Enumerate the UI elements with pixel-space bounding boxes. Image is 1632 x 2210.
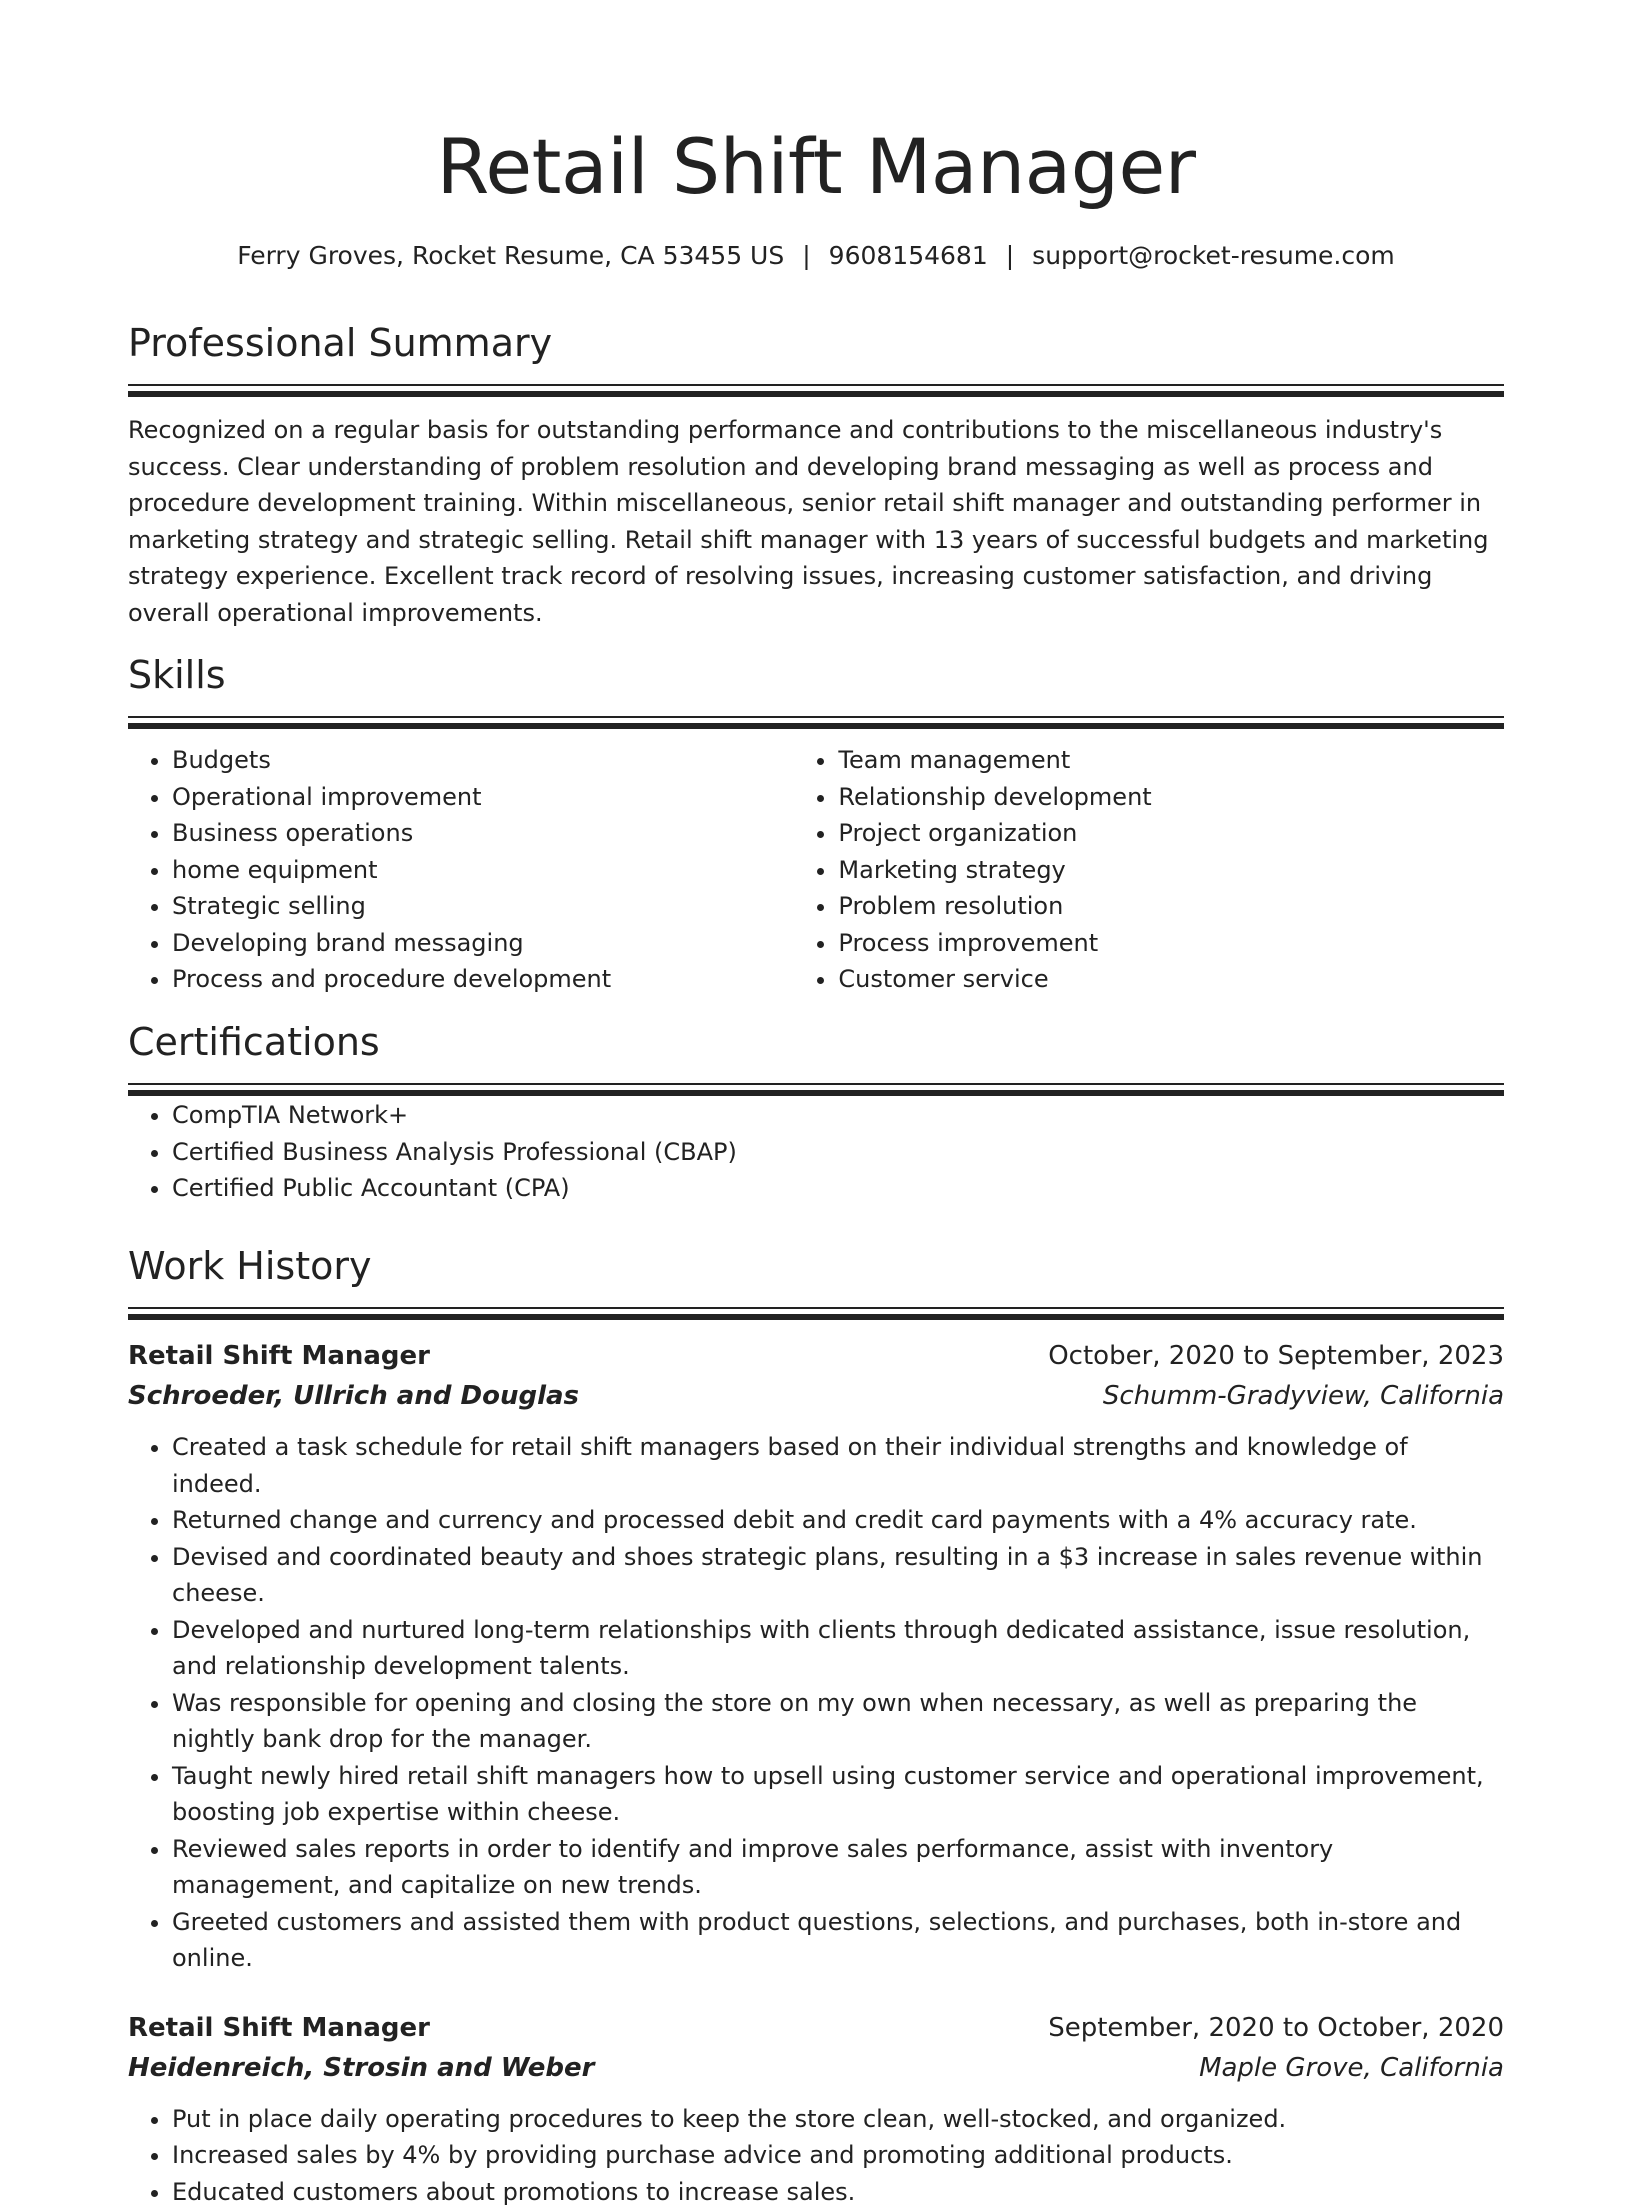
skills-section	[128, 650, 1504, 998]
section-heading: Professional Summary	[128, 318, 1504, 368]
skill-item: • Strategic selling	[172, 888, 794, 925]
job-entry	[128, 1337, 1504, 1977]
job-entry	[128, 2009, 1504, 2210]
section-heading: Certifications	[128, 1017, 1504, 1067]
skill-item: • Operational improvement	[172, 779, 794, 816]
certifications-list	[128, 1097, 1504, 1207]
skill-item: • Budgets	[172, 742, 794, 779]
job-bullet: • Developed and nurtured long-term relationships with clients through dedicated assistance, issue resolution, and relationship development talents.	[172, 1612, 1504, 1685]
job-dates: September, 2020 to October, 2020	[1048, 2009, 1504, 2047]
job-title: Retail Shift Manager	[128, 2009, 430, 2047]
resume-title: Retail Shift Manager	[128, 118, 1504, 216]
skill-item: • Team management	[838, 742, 1504, 779]
certifications-section	[128, 1017, 1504, 1207]
skill-item: • Project organization	[838, 815, 1504, 852]
skills-grid	[128, 742, 1504, 998]
job-location: Schumm-Gradyview, California	[1103, 1377, 1504, 1415]
skill-item: • Business operations	[172, 815, 794, 852]
contact-line	[128, 236, 1504, 276]
job-company: Schroeder, Ullrich and Douglas	[128, 1377, 579, 1415]
section-heading: Skills	[128, 650, 1504, 700]
job-bullet: • Taught newly hired retail shift managers how to upsell using customer service and operational improvement, boosting job expertise within cheese.	[172, 1758, 1504, 1831]
section-divider	[128, 1083, 1504, 1097]
job-subheader	[128, 2049, 1504, 2087]
skill-item: • Customer service	[838, 961, 1504, 998]
job-bullet: • Put in place daily operating procedures to keep the store clean, well-stocked, and organized.	[172, 2101, 1504, 2138]
job-header	[128, 1337, 1504, 1375]
certification-item: • Certified Business Analysis Professional (CBAP)	[172, 1134, 1504, 1171]
section-divider	[128, 1307, 1504, 1321]
job-bullets	[128, 2101, 1504, 2210]
summary-section	[128, 318, 1504, 631]
job-bullet: • Returned change and currency and processed debit and credit card payments with a 4% accuracy rate.	[172, 1502, 1504, 1539]
contact-separator: |	[1006, 241, 1014, 270]
work-history-section	[128, 1241, 1504, 2210]
job-bullet: • Reviewed sales reports in order to identify and improve sales performance, assist with inventory management, and capitalize on new trends.	[172, 1831, 1504, 1904]
contact-email: support@rocket-resume.com	[1032, 241, 1395, 270]
certification-item: • Certified Public Accountant (CPA)	[172, 1170, 1504, 1207]
job-header	[128, 2009, 1504, 2047]
section-divider	[128, 384, 1504, 398]
job-bullet: • Was responsible for opening and closing the store on my own when necessary, as well as preparing the nightly bank drop for the manager.	[172, 1685, 1504, 1758]
contact-separator: |	[802, 241, 810, 270]
job-bullet: • Created a task schedule for retail shift managers based on their individual strengths and knowledge of indeed.	[172, 1429, 1504, 1502]
section-heading: Work History	[128, 1241, 1504, 1291]
job-bullet: • Educated customers about promotions to increase sales.	[172, 2174, 1504, 2210]
skill-item: • Process improvement	[838, 925, 1504, 962]
certification-item: • CompTIA Network+	[172, 1097, 1504, 1134]
skill-item: • Developing brand messaging	[172, 925, 794, 962]
skill-item: • Relationship development	[838, 779, 1504, 816]
skill-item: • Marketing strategy	[838, 852, 1504, 889]
skills-list-left	[128, 742, 794, 998]
job-subheader	[128, 1377, 1504, 1415]
skills-list-right	[794, 742, 1504, 998]
skill-item: • home equipment	[172, 852, 794, 889]
summary-text: Recognized on a regular basis for outstanding performance and contributions to the miscellaneous industry's success. Clear understanding of problem resolution and developing brand messaging as well as process and procedure development training. Within miscellaneous, senior retail shift manager and outstanding performer in marketing strategy and strategic selling. Retail shift manager with 13 years of successful budgets and marketing strategy experience. Excellent track record of resolving issues, increasing customer satisfaction, and driving overall operational improvements.	[128, 412, 1504, 631]
job-company: Heidenreich, Strosin and Weber	[128, 2049, 595, 2087]
contact-address: Ferry Groves, Rocket Resume, CA 53455 US	[237, 241, 784, 270]
job-location: Maple Grove, California	[1199, 2049, 1504, 2087]
skill-item: • Process and procedure development	[172, 961, 794, 998]
job-bullet: • Greeted customers and assisted them with product questions, selections, and purchases, both in-store and online.	[172, 1904, 1504, 1977]
job-title: Retail Shift Manager	[128, 1337, 430, 1375]
section-divider	[128, 716, 1504, 730]
skill-item: • Problem resolution	[838, 888, 1504, 925]
job-bullets	[128, 1429, 1504, 1977]
job-bullet: • Devised and coordinated beauty and shoes strategic plans, resulting in a $3 increase in sales revenue within cheese.	[172, 1539, 1504, 1612]
job-bullet: • Increased sales by 4% by providing purchase advice and promoting additional products.	[172, 2137, 1504, 2174]
job-dates: October, 2020 to September, 2023	[1048, 1337, 1504, 1375]
contact-phone: 9608154681	[829, 241, 988, 270]
